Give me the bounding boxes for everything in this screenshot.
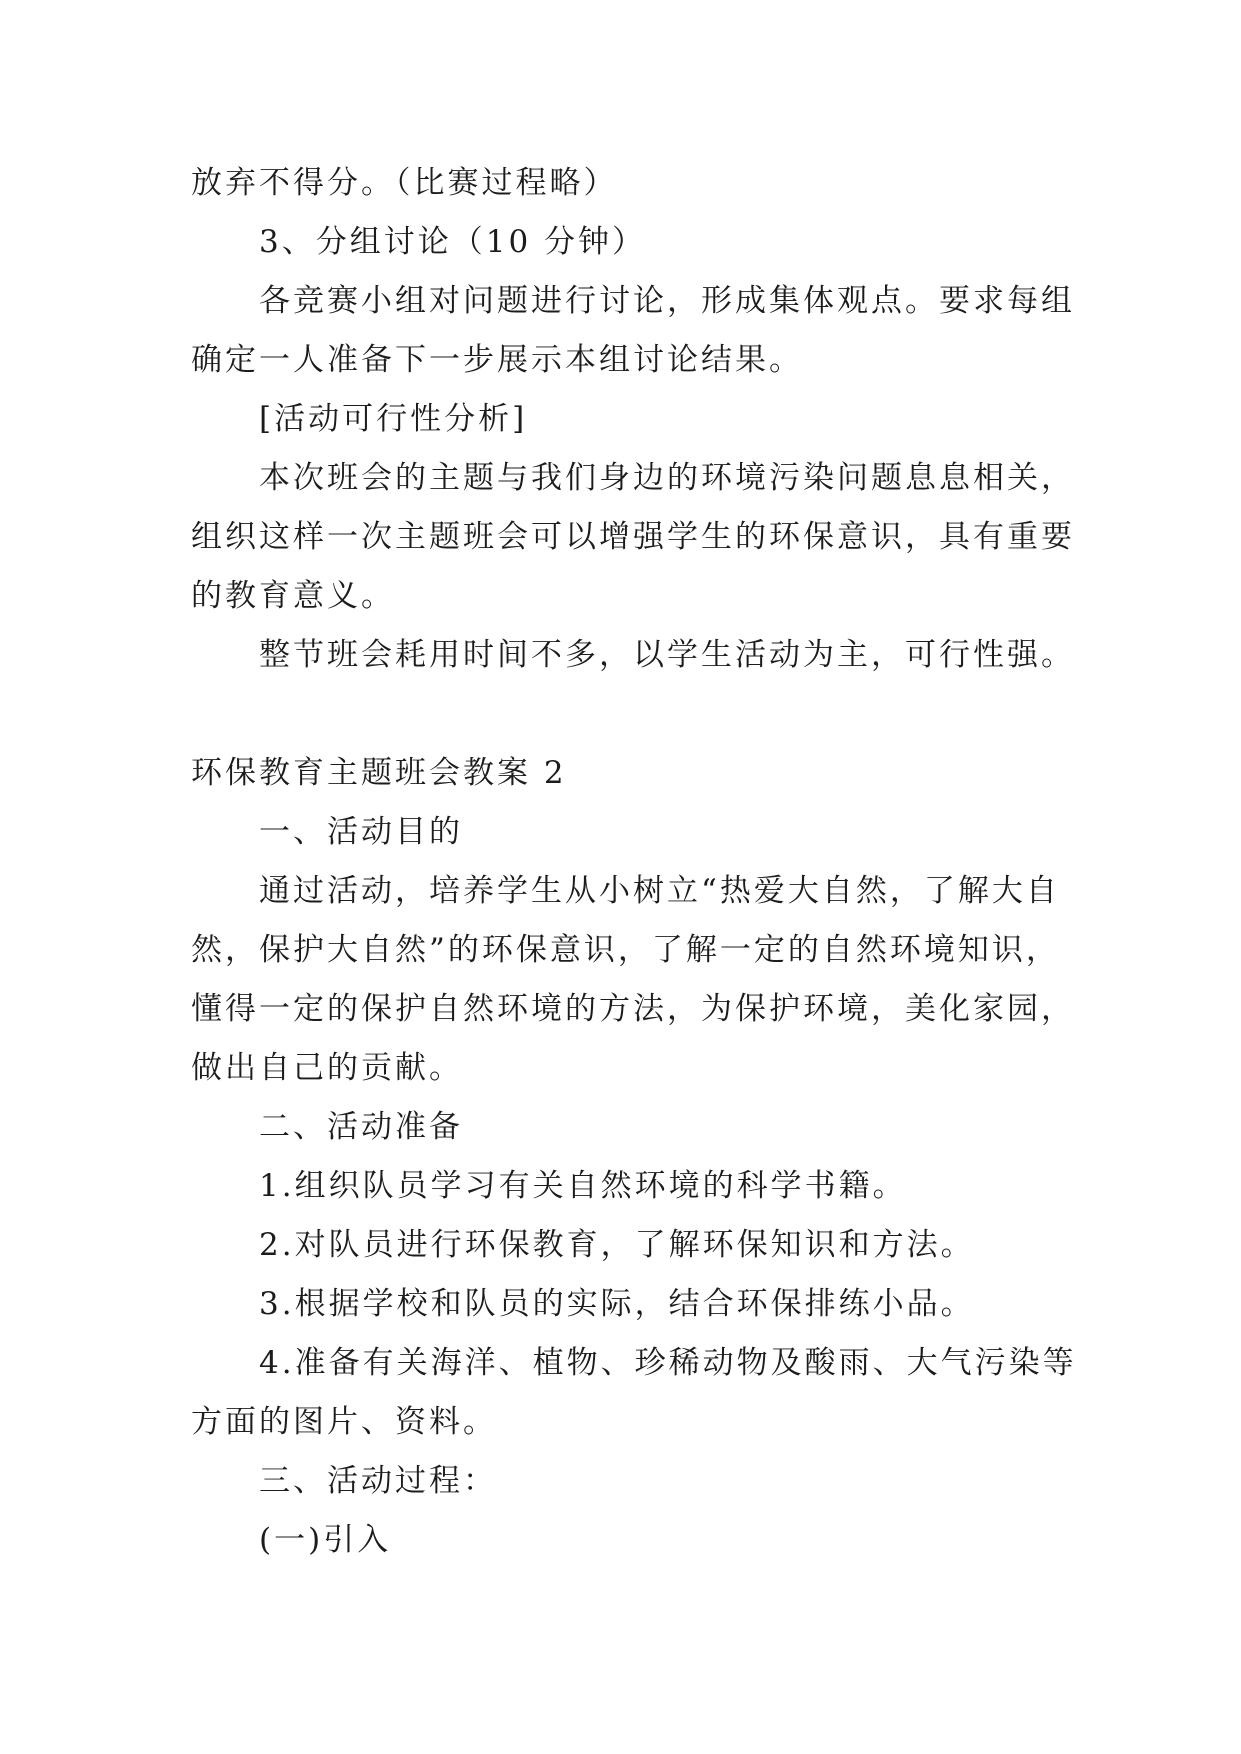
list-item: 1.组织队员学习有关自然环境的科学书籍。: [259, 1168, 907, 1204]
feasibility-paragraph-1: [191, 449, 1091, 626]
list-item-line: 方面的图片、资料。: [191, 1404, 497, 1440]
paragraph-line: 确定一人准备下一步展示本组讨论结果。: [191, 342, 803, 378]
continuation-line: 放弃不得分。（比赛过程略）: [191, 165, 618, 201]
paragraph-line: 本次班会的主题与我们身边的环境污染问题息息相关，: [259, 460, 1075, 496]
section-3-heading: 三、活动过程：: [259, 1463, 497, 1499]
section-2-heading: 二、活动准备: [259, 1109, 463, 1145]
section-1-heading: 一、活动目的: [259, 814, 463, 850]
feasibility-heading: [活动可行性分析]: [259, 401, 528, 437]
list-item: 3.根据学校和队员的实际，结合环保排练小品。: [259, 1286, 975, 1322]
paragraph-line: 组织这样一次主题班会可以增强学生的环保意识，具有重要: [191, 519, 1075, 555]
paragraph-line: 然，保护大自然”的环保意识，了解一定的自然环境知识，: [191, 932, 1060, 968]
blank-line: [191, 685, 1091, 744]
paragraph-line: 做出自己的贡献。: [191, 1050, 463, 1086]
list-item: 2.对队员进行环保教育，了解环保知识和方法。: [259, 1227, 975, 1263]
paragraph-line: 的教育意义。: [191, 578, 395, 614]
paragraph-line: 懂得一定的保护自然环境的方法，为保护环境，美化家园，: [191, 991, 1075, 1027]
section-1-paragraph: [191, 862, 1091, 1098]
document-body: [191, 154, 1091, 1570]
step-3-heading: 3、分组讨论（10 分钟）: [259, 224, 647, 260]
list-item-line: 4.准备有关海洋、植物、珍稀动物及酸雨、大气污染等: [259, 1345, 1077, 1381]
paragraph-line: 整节班会耗用时间不多，以学生活动为主，可行性强。: [259, 637, 1075, 673]
lesson-2-title: 环保教育主题班会教案 2: [191, 755, 567, 791]
paragraph-line: 各竞赛小组对问题进行讨论，形成集体观点。要求每组: [259, 283, 1075, 319]
section-2-list: [191, 1157, 1091, 1452]
step-3-paragraph: [191, 272, 1091, 390]
list-item: [191, 1334, 1091, 1452]
paragraph-line: 通过活动，培养学生从小树立“热爱大自然，了解大自: [259, 873, 1060, 909]
section-3-subheading: (一)引入: [259, 1522, 392, 1558]
feasibility-paragraph-2: [191, 626, 1091, 685]
